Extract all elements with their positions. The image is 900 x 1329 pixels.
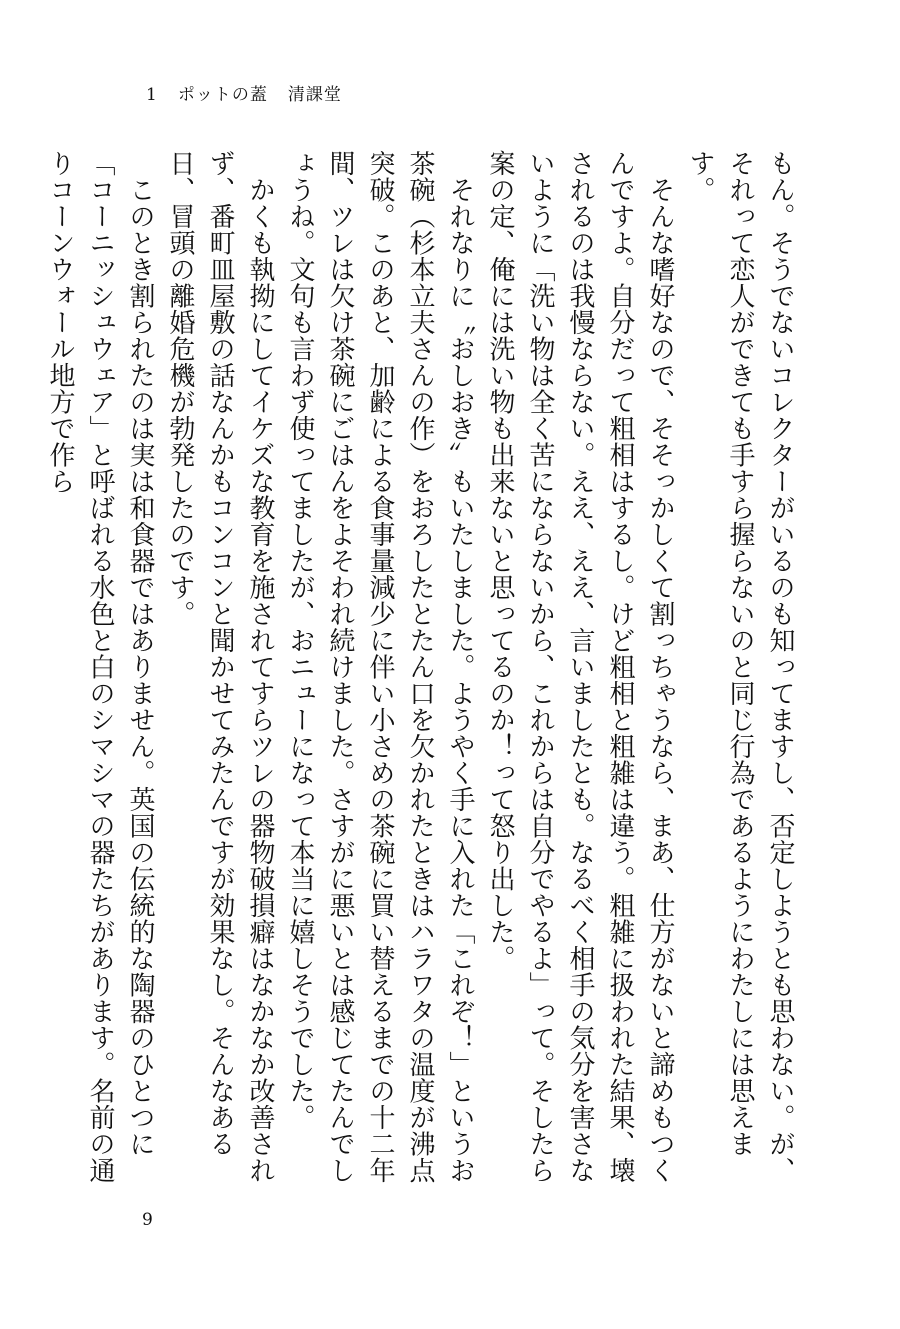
running-header	[146, 80, 342, 105]
page-number: 9	[142, 1210, 153, 1230]
paragraph: このとき割られたのは実は和食器ではありません。英国の伝統的な陶器のひとつに「コーニッシュウェア」と呼ばれる水色と白のシマシマの器たちがあります。名前の通りコーンウォール地方で作ら	[45, 150, 155, 1184]
paragraph: それなりに〝おしおき〟もいたしました。ようやく手に入れた「これぞ！」というお茶碗（杉本立夫さんの作）をおろしたとたん口を欠かれたときはハラワタの温度が沸点突破。このあと、加齢による食事量減少に伴い小さめの茶碗に買い替えるまでの十二年間、ツレは欠け茶碗にごはんをよそわれ続けました。さすがに悪いとは感じてたんでしょうね。文句も言わず使ってましたが、おニューになって本当に嬉しそうでした。	[285, 150, 475, 1184]
paragraph: そんな嗜好なので、そそっかしくて割っちゃうなら、まあ、仕方がないと諦めもつくんですよ。自分だって粗相はするし。けど粗相と粗雑は違う。粗雑に扱われた結果、壊されるのは我慢ならない。ええ、ええ、言いましたとも。なるべく相手の気分を害さないように「洗い物は全く苦にならないから、これからは自分でやるよ」って。そしたら案の定、俺には洗い物も出来ないと思ってるのか！って怒り出した。	[485, 150, 675, 1184]
paragraph: かくも執拗にしてイケズな教育を施されてすらツレの器物破損癖はなかなか改善されず、番町皿屋敷の話なんかもコンコンと聞かせてみたんですが効果なし。そんなある日、冒頭の離婚危機が勃発したのです。	[165, 150, 275, 1184]
body-text	[45, 150, 800, 1190]
paragraph: もん。そうでないコレクターがいるのも知ってますし、否定しようとも思わない。が、それって恋人ができても手すら握らないのと同じ行為であるようにわたしには思えます。	[685, 150, 795, 1184]
chapter-number: 1	[146, 85, 158, 105]
chapter-title: ポットの蓋	[177, 85, 268, 105]
author-name: 清課堂	[287, 85, 342, 105]
